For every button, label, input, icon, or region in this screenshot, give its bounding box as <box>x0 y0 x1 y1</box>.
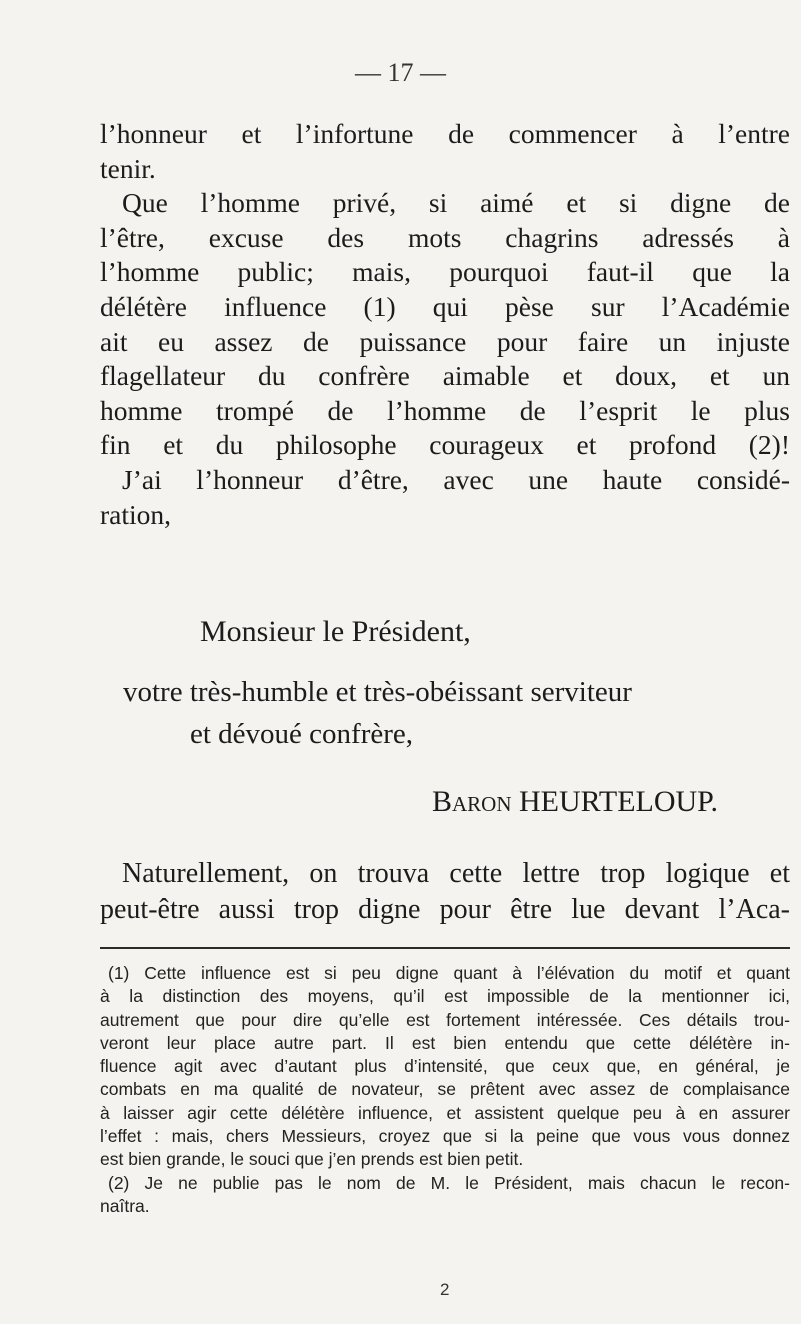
signature <box>432 785 718 819</box>
narrative-paragraph <box>100 856 790 928</box>
page-number: — 17 — <box>355 58 446 87</box>
text-line: l’être, excuse des mots chagrins adressés à <box>100 221 790 253</box>
footnote-line: (1) Cette influence est si peu digne quant à l’élévation du motif et quant <box>108 963 790 983</box>
text-line: Naturellement, on trouva cette lettre trop logique et <box>122 858 790 889</box>
footnote-divider <box>100 947 790 949</box>
text-line: ait eu assez de puissance pour faire un injuste <box>100 325 790 357</box>
signature-name: HEURTELOUP. <box>519 785 719 818</box>
footnote-line: naîtra. <box>100 1195 150 1216</box>
salutation: Monsieur le Président, <box>200 615 471 648</box>
closing-line: votre très-humble et très-obéissant serviteur <box>123 676 632 708</box>
footnote-line: à laisser agir cette délétère influence, et assistent quelque peu à en assurer <box>100 1102 790 1123</box>
text-line: ration, <box>100 498 172 530</box>
text-line: J’ai l’honneur d’être, avec une haute considé- <box>122 463 790 495</box>
footnote-line: veront leur place autre part. Il est bien entendu que cette délétère in- <box>100 1032 790 1053</box>
text-line: délétère influence (1) qui pèse sur l’Académie <box>100 290 790 322</box>
footnotes <box>100 962 790 1218</box>
footnote-line: fluence agit avec d’autant plus d’intensité, que ceux que, en général, je <box>100 1056 790 1077</box>
text-line: homme trompé de l’homme de l’esprit le plus <box>100 394 790 426</box>
letter-body <box>100 117 790 532</box>
footnote-line: combats en ma qualité de novateur, se prêtent avec assez de complaisance <box>100 1079 790 1100</box>
text-line: fin et du philosophe courageux et profond (2)! <box>100 429 790 461</box>
text-line: tenir. <box>100 152 156 184</box>
closing-line: et dévoué confrère, <box>190 718 414 750</box>
footnote-line: à la distinction des moyens, qu’il est impossible de la mentionner ici, <box>100 986 790 1007</box>
footnote-line: autrement que pour dire qu’elle est fortement intéressée. Ces détails trou- <box>100 1009 790 1030</box>
text-line: l’homme public; mais, pourquoi faut-il que la <box>100 256 790 288</box>
text-line: peut-être aussi trop digne pour être lue devant l’Aca- <box>100 894 790 925</box>
text-line: l’honneur et l’infortune de commencer à l’entre <box>100 118 790 149</box>
footnote-line: (2) Je ne publie pas le nom de M. le Président, mais chacun le recon- <box>108 1172 790 1193</box>
footnote-line: est bien grande, le souci que j’en prends est bien petit. <box>100 1149 524 1170</box>
text-line: flagellateur du confrère aimable et doux, et un <box>100 360 790 392</box>
signature-mark: 2 <box>440 1280 450 1299</box>
footnote-line: l’effet : mais, chers Messieurs, croyez que si la peine que vous vous donnez <box>100 1126 790 1147</box>
text-line: Que l’homme privé, si aimé et si digne de <box>122 187 790 219</box>
signature-title: Baron <box>432 785 512 818</box>
